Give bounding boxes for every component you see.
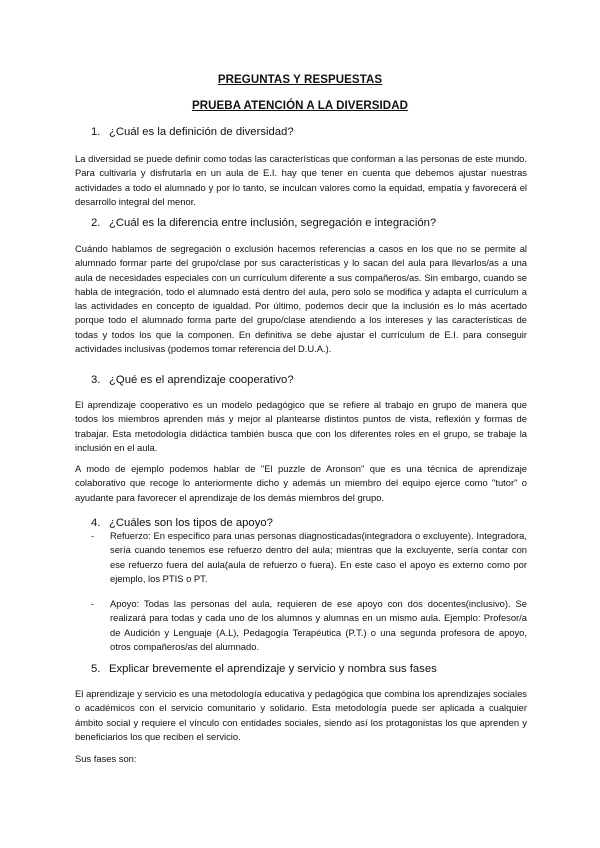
answer-5: El aprendizaje y servicio es una metodología educativa y pedagógica que combina los aprendizajes sociales o académicos con el servicio comunitario y solidario. Esta metodología puede ser aplicada a cualquier ámbito social y requiere el vínculo con entidades sociales, siendo así los protagonistas los que aprenden y beneficiarios los que reciben el servicio. — [75, 688, 527, 742]
question-text: ¿Cuál es la diferencia entre inclusión, segregación e integración? — [109, 217, 437, 229]
question-3 — [91, 374, 294, 386]
bullet-text: Apoyo: Todas las personas del aula, requieren de ese apoyo con dos docentes(inclusivo). Se realizará para todas y cada uno de los alumnos y alumnas en un mismo aula. Ejemplo: Profesor/a de Audición y Lenguaje (A.L), Pedagogía Terapéutica (P.T.) o una segunda profesora de apoyo, otros compañeros/as del alumnado. — [110, 598, 527, 652]
answer-3-paragraph-2: A modo de ejemplo podemos hablar de "El puzzle de Aronson" que es una técnica de aprendizaje colaborativo que recoge lo anteriormente dicho y además un miembro del equipo ejerce como "tutor" o ayudante para favorecer el aprendizaje de los demás miembros del grupo. — [75, 463, 527, 503]
question-number: 2. — [91, 217, 101, 229]
document-subtitle: PRUEBA ATENCIÓN A LA DIVERSIDAD — [191, 100, 409, 112]
question-5 — [91, 663, 437, 675]
question-number: 4. — [91, 517, 101, 529]
question-text: ¿Cuál es la definición de diversidad? — [109, 126, 294, 138]
bullet-dash: - — [91, 530, 95, 541]
answer-2: Cuándo hablamos de segregación o exclusión hacemos referencias a casos en los que no se permite al alumnado formar parte del grupo/clase por sus características y lo sacan del aula para llevarlos/as a una aula de necesidades especiales con un currículum diferente a sus compañeros/as. Sin embargo, cuando se habla de integración, todo el alumnado está dentro del aula, pero solo se modifica y adapta el currículum a las actividades en concepto de igualdad. Por último, podemos decir que la inclusión es lo más acertado porque todo el alumnado forma parte del grupo/clase atendiendo a los intereses y las características de todas y todos los que la componen. En definitiva se debe ajustar el currículum de E.I. para conseguir actividades inclusivas (podemos tomar referencia del D.U.A.). — [75, 243, 527, 355]
question-1 — [91, 126, 294, 138]
question-number: 3. — [91, 374, 101, 386]
answer-4-bullet-refuerzo — [91, 529, 527, 586]
question-4 — [91, 517, 273, 529]
question-2 — [91, 217, 436, 229]
question-text: ¿Qué es el aprendizaje cooperativo? — [109, 374, 294, 386]
answer-1: La diversidad se puede definir como todas las características que conforman a las personas de este mundo. Para cultivarla y disfrutarla en un aula de E.I. hay que tener en cuenta que debemos ajustar nuestras actividades a todo el alumnado y por lo tanto, se inculcan valores como la equidad, empatía y favorecerá el desarrollo integral del menor. — [75, 153, 527, 207]
question-text: Explicar brevemente el aprendizaje y servicio y nombra sus fases — [109, 663, 437, 675]
document-title: PREGUNTAS Y RESPUESTAS — [217, 74, 383, 86]
answer-5-phases: Sus fases son: — [75, 753, 137, 764]
question-number: 1. — [91, 126, 101, 138]
question-number: 5. — [91, 663, 101, 675]
question-text: ¿Cuáles son los tipos de apoyo? — [109, 517, 273, 529]
bullet-dash: - — [91, 598, 95, 609]
bullet-text: Refuerzo: En específico para unas personas diagnosticadas(integradora o excluyente). Integradora, sería cuando tenemos ese refuerzo dentro del aula; mientras que la excluyente, sería contar con ese refuerzo fuera del aula(aula de refuerzo o fuera). En este caso el apoyo es externo como por ejemplo, los PTIS o PT. — [110, 530, 527, 584]
answer-3-paragraph-1: El aprendizaje cooperativo es un modelo pedagógico que se refiere al trabajo en grupo de manera que todos los miembros aprenden más y mejor al plantearse distintos puntos de vista, reflexión y formas de trabajar. Esta metodología didáctica también busca que con los diferentes roles en el grupo, se trabaje la inclusión en el aula. — [75, 399, 527, 453]
answer-4-bullet-apoyo — [91, 597, 527, 654]
